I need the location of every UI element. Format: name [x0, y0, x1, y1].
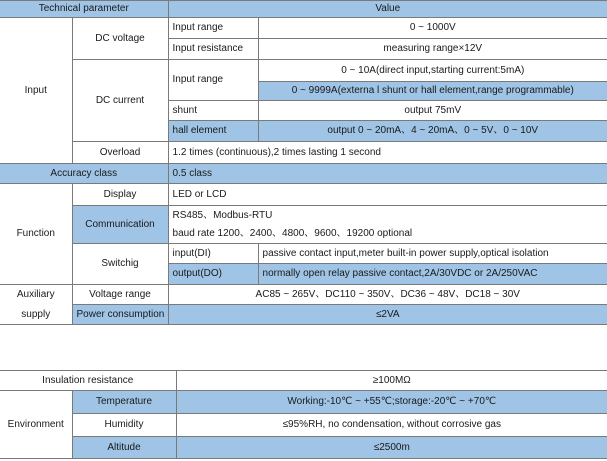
- insulation-label: Insulation resistance: [0, 371, 176, 391]
- insulation-value: ≥100MΩ: [176, 371, 607, 391]
- power-consumption-label: Power consumption: [72, 305, 168, 325]
- altitude-label: Altitude: [72, 437, 176, 459]
- shunt-value: output 75mV: [258, 101, 607, 121]
- auxiliary-label-2: supply: [0, 305, 72, 325]
- accuracy-value: 0.5 class: [168, 164, 607, 184]
- voltage-range-label: Voltage range: [72, 285, 168, 305]
- do-label: output(DO): [168, 264, 258, 285]
- overload-value: 1.2 times (continuous),2 times lasting 1 second: [168, 142, 607, 164]
- overload-label: Overload: [72, 142, 168, 164]
- environment-group-label: Environment: [0, 391, 72, 459]
- temperature-label: Temperature: [72, 391, 176, 414]
- do-value: normally open relay passive contact,2A/30VDC or 2A/250VAC: [258, 264, 607, 285]
- dcv-resistance-value: measuring range×12V: [258, 39, 607, 60]
- dcv-range-label: Input range: [168, 18, 258, 39]
- power-consumption-value: ≤2VA: [168, 305, 607, 325]
- display-value: LED or LCD: [168, 184, 607, 206]
- switch-label: Switchig: [72, 244, 168, 285]
- shunt-label: shunt: [168, 101, 258, 121]
- display-label: Display: [72, 184, 168, 206]
- accuracy-label: Accuracy class: [0, 164, 168, 184]
- function-group-label: Function: [0, 184, 72, 285]
- altitude-value: ≤2500m: [176, 437, 607, 459]
- hall-label: hall element: [168, 121, 258, 142]
- dci-range-label: Input range: [168, 60, 258, 101]
- di-label: input(DI): [168, 244, 258, 264]
- auxiliary-label-1: Auxiliary: [0, 285, 72, 305]
- input-group-label: Input: [0, 18, 72, 164]
- dc-current-label: DC current: [72, 60, 168, 142]
- voltage-range-value: AC85 ~ 265V、DC110 ~ 350V、DC36 ~ 48V、DC18 ~ 30V: [168, 285, 607, 305]
- communication-label: Communication: [72, 206, 168, 244]
- di-value: passive contact input,meter built-in power supply,optical isolation: [258, 244, 607, 264]
- communication-value-2: baud rate 1200、2400、4800、9600、19200 optional: [168, 225, 607, 244]
- hall-value: output 0 ~ 20mA、4 ~ 20mA、0 ~ 5V、0 ~ 10V: [258, 121, 607, 142]
- humidity-label: Humidity: [72, 414, 176, 437]
- dcv-resistance-label: Input resistance: [168, 39, 258, 60]
- spec-header-row: [0, 1, 607, 18]
- environment-table: [0, 370, 607, 459]
- header-param: Technical parameter: [0, 1, 168, 18]
- dci-range-value-1: 0 ~ 10A(direct input,starting current:5mA): [258, 60, 607, 82]
- communication-value-1: RS485、Modbus-RTU: [172, 209, 273, 221]
- dcv-range-value: 0 ~ 1000V: [258, 18, 607, 39]
- dci-range-value-2: 0 ~ 9999A(externa l shunt or hall element,range programmable): [258, 82, 607, 101]
- humidity-value: ≤95%RH, no condensation, without corrosive gas: [176, 414, 607, 437]
- temperature-value: Working:-10℃ ~ +55℃;storage:-20℃ ~ +70℃: [176, 391, 607, 414]
- dc-voltage-label: DC voltage: [72, 18, 168, 60]
- header-value: Value: [168, 1, 607, 18]
